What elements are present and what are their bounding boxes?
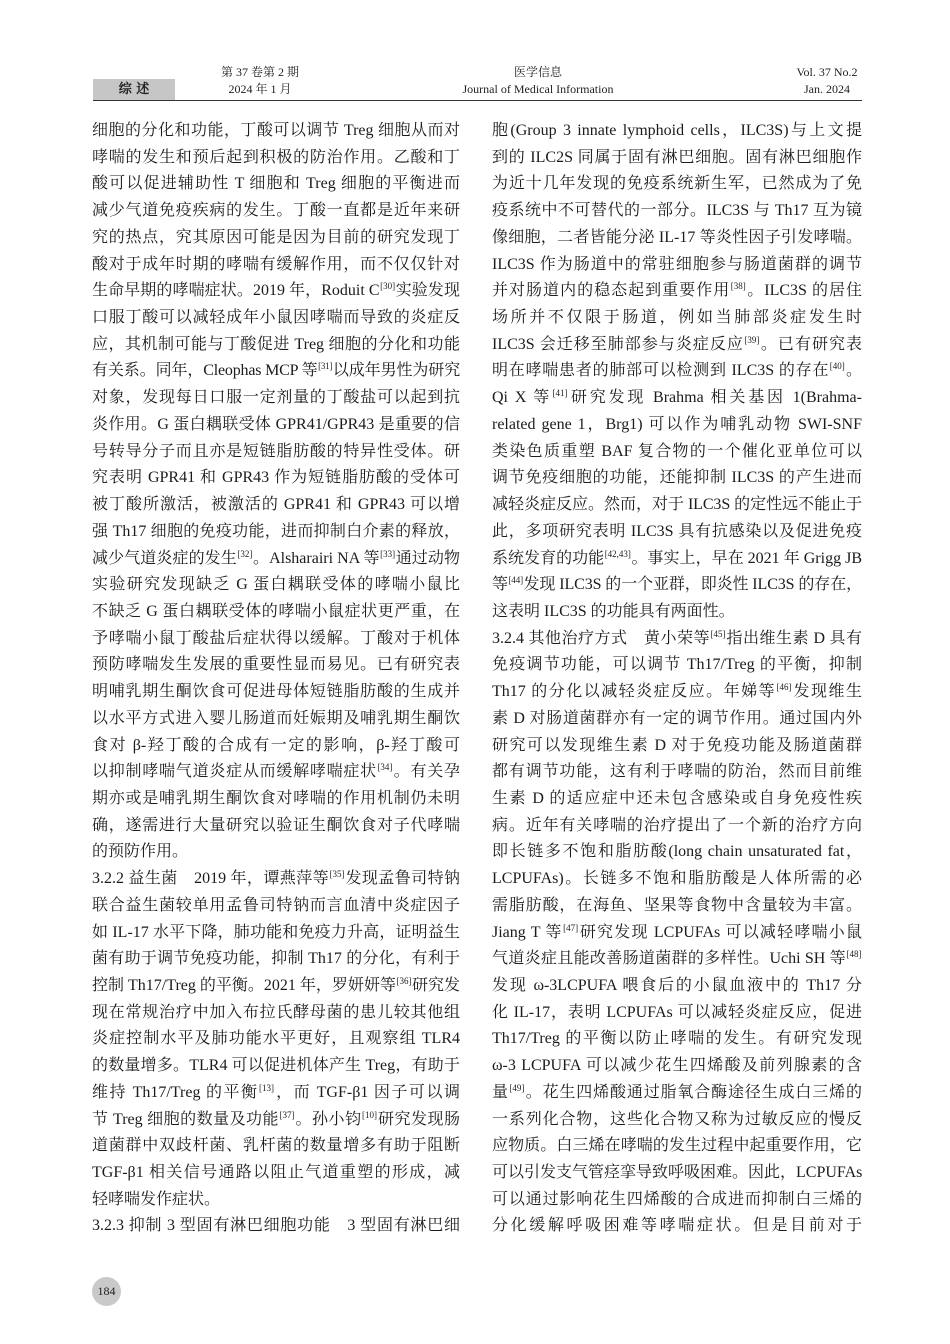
text-line: 都有调节功能，这有利于哮喘的防治，然而目前维 <box>492 763 862 781</box>
text-line: 气道炎症且能改善肠道菌群的多样性。Uchi SH 等[48] <box>492 949 862 968</box>
text-line: 调节免疫细胞的功能，还能抑制 ILC3S 的产生进而 <box>492 469 862 487</box>
citation-ref: [49] <box>509 1082 525 1093</box>
text-line: 不缺乏 G 蛋白耦联受体的哮喘小鼠症状更严重，在 <box>92 602 460 620</box>
text-line: 胞(Group 3 innate lymphoid cells，ILC3S)与上文提 <box>492 122 862 139</box>
text-line: TGF-β1 相关信号通路以阻止气道重塑的形成，减 <box>92 1164 460 1182</box>
header-rule <box>93 100 862 101</box>
text-line: 应，其机制可能与丁酸促进 Treg 细胞的分化和功能 <box>92 335 460 353</box>
section-heading-line: 3.2.3 抑制 3 型固有淋巴细胞功能 3 型固有淋巴细 <box>92 1217 460 1235</box>
text-line: ω-3 LCPUFA 可以减少花生四烯酸及前列腺素的含 <box>492 1057 862 1075</box>
journal-title <box>438 64 638 98</box>
citation-ref: [48] <box>846 949 862 960</box>
text-line: 维持 Th17/Treg 的平衡[13]，而 TGF-β1 因子可以调 <box>92 1082 460 1101</box>
text-line: 菌有助于调节免疫功能，抑制 Th17 的分化，有利于 <box>92 950 460 968</box>
text-line: 联合益生菌较单用孟鲁司特钠而言血清中炎症因子 <box>92 896 460 914</box>
text-line: 系统发育的功能[42,43]。事实上，早在 2021 年 Grigg JB <box>492 548 862 567</box>
issue-info-en <box>777 64 877 98</box>
section-label: 综 述 <box>93 79 175 100</box>
text-line: 类染色质重塑 BAF 复合物的一个催化亚单位可以 <box>492 442 862 460</box>
text-line: 一系列化合物，这些化合物又称为过敏反应的慢反 <box>492 1110 862 1128</box>
text-line: 生素 D 的适应症中还未包含感染或自身免疫性疾 <box>492 789 862 807</box>
citation-ref: [45] <box>710 628 726 639</box>
text-line: 以水平方式进入婴儿肠道而妊娠期及哺乳期生酮饮 <box>92 709 460 727</box>
citation-ref: [42,43] <box>604 548 631 559</box>
text-line: 以抑制哮喘气道炎症从而缓解哮喘症状[34]。有关孕 <box>92 762 460 781</box>
publication-date-en: Jan. 2024 <box>804 82 850 96</box>
text-line: Th17 的分化以减轻炎症反应。年娣等[46]发现维生 <box>492 682 862 701</box>
text-line: 炎作用。G 蛋白耦联受体 GPR41/GPR43 是重要的信 <box>92 415 460 433</box>
citation-ref: [35] <box>329 869 345 880</box>
volume-issue: 第 37 卷第 2 期 <box>220 65 299 79</box>
section-heading-line: 3.2.2 益生菌 2019 年，谭燕萍等[35]发现孟鲁司特钠 <box>92 869 460 888</box>
text-line: 明在哮喘患者的肺部可以检测到 ILC3S 的存在[40]。 <box>492 361 862 380</box>
citation-ref: [13] <box>259 1082 275 1093</box>
text-line: 现在常规治疗中加入布拉氏酵母菌的患儿较其他组 <box>92 1003 460 1021</box>
text-line: 对象，发现每日口服一定剂量的丁酸盐可以起到抗 <box>92 389 460 407</box>
text-line: 细胞的分化和功能，丁酸可以调节 Treg 细胞从而对 <box>92 122 460 139</box>
text-line: 究表明 GPR41 和 GPR43 作为短链脂肪酸的受体可 <box>92 469 460 487</box>
text-line: 减轻炎症反应。然而，对于 ILC3S 的定性远不能止于 <box>492 496 862 514</box>
text-line: 酸可以促进辅助性 T 细胞和 Treg 细胞的平衡进而 <box>92 175 460 193</box>
citation-ref: [38] <box>730 281 746 292</box>
text-line: 发现 ω-3LCPUFA 喂食后的小鼠血液中的 Th17 分 <box>492 977 862 994</box>
text-line: 轻哮喘发作症状。 <box>92 1190 221 1208</box>
text-line: 炎症控制水平及肺功能水平更好，且观察组 TLR4 <box>92 1030 460 1048</box>
text-line: 素 D 对肠道菌群亦有一定的调节作用。通过国内外 <box>492 709 862 727</box>
text-line: 口服丁酸可以减轻成年小鼠因哮喘而导致的炎症反 <box>92 309 460 327</box>
text-line: 应物质。白三烯在哮喘的发生过程中起重要作用，它 <box>492 1137 862 1155</box>
text-line: 到的 ILC2S 同属于固有淋巴细胞。固有淋巴细胞作 <box>492 148 862 166</box>
text-line: 强 Th17 细胞的免疫功能，进而抑制白介素的释放， <box>92 522 460 540</box>
text-line: 明哺乳期生酮饮食可促进母体短链脂肪酸的生成并 <box>92 683 460 701</box>
publication-date-cn: 2024 年 1 月 <box>228 82 292 96</box>
citation-ref: [41] <box>552 388 568 399</box>
citation-ref: [10] <box>362 1109 378 1120</box>
text-line: 期亦或是哺乳期生酮饮食对哮喘的作用机制仍未明 <box>92 789 460 807</box>
text-line: 号转导分子而且亦是短链脂肪酸的特异性受体。研 <box>92 442 460 460</box>
journal-title-en: Journal of Medical Information <box>462 82 614 96</box>
text-line: 的数量增多。TLR4 可以促进机体产生 Treg，有助于 <box>92 1057 460 1075</box>
text-line: Th17/Treg 的平衡以防止哮喘的发生。有研究发现 <box>492 1030 862 1048</box>
text-line: 实验研究发现缺乏 G 蛋白耦联受体的哮喘小鼠比 <box>92 576 460 594</box>
text-line: 场所并不仅限于肠道，例如当肺部炎症发生时 <box>492 309 862 327</box>
left-column <box>92 118 460 1240</box>
volume-number-en: Vol. 37 No.2 <box>796 65 858 79</box>
text-line: 这表明 ILC3S 的功能具有两面性。 <box>492 602 735 620</box>
citation-ref: [47] <box>563 922 579 933</box>
citation-ref: [30] <box>380 281 396 292</box>
text-line: 哮喘的发生和预后起到积极的防治作用。乙酸和丁 <box>92 148 460 166</box>
text-line: 的预防作用。 <box>92 843 189 861</box>
text-line: ILC3S 作为肠道中的常驻细胞参与肠道菌群的调节 <box>492 255 862 273</box>
text-line: 被丁酸所激活，被激活的 GPR41 和 GPR43 可以增 <box>92 496 460 514</box>
citation-ref: [33] <box>380 548 396 559</box>
text-line: 节 Treg 细胞的数量及功能[37]。孙小钧[10]研究发现肠 <box>92 1109 460 1128</box>
text-line: 量[49]。花生四烯酸通过脂氧合酶途径生成白三烯的 <box>492 1082 862 1101</box>
text-line: 需脂肪酸，在海鱼、坚果等食物中含量较为丰富。 <box>492 896 862 914</box>
text-line: 确，遂需进行大量研究以验证生酮饮食对子代哮喘 <box>92 816 460 834</box>
text-line: 预防哮喘发生发展的重要性显而易见。已有研究表 <box>92 656 460 674</box>
text-line: LCPUFAs)。长链多不饱和脂肪酸是人体所需的必 <box>492 870 862 888</box>
text-line: 控制 Th17/Treg 的平衡。2021 年，罗妍妍等[36]研究发 <box>92 976 460 994</box>
text-line: 并对肠道内的稳态起到重要作用[38]。ILC3S 的居住 <box>492 281 862 300</box>
citation-ref: [32] <box>237 548 253 559</box>
text-line: 食对 β-羟丁酸的合成有一定的影响，β-羟丁酸可 <box>92 736 460 754</box>
text-line: 可以引发支气管痉挛导致呼吸困难。因此，LCPUFAs <box>492 1164 862 1182</box>
citation-ref: [39] <box>744 334 760 345</box>
section-heading-line: 3.2.4 其他治疗方式 黄小荣等[45]指出维生素 D 具有 <box>492 628 862 647</box>
text-line: 生命早期的哮喘症状。2019 年，Roduit C[30]实验发现 <box>92 281 460 300</box>
text-line: 即长链多不饱和脂肪酸(long chain unsaturated fat， <box>492 843 862 861</box>
issue-info <box>200 64 320 98</box>
text-line: 道菌群中双歧杆菌、乳杆菌的数量增多有助于阻断 <box>92 1137 460 1155</box>
text-line: 研究可以发现维生素 D 对于免疫功能及肠道菌群 <box>492 736 862 754</box>
citation-ref: [31] <box>318 361 333 372</box>
text-line: 病。近年有关哮喘的治疗提出了一个新的治疗方向 <box>492 816 862 834</box>
right-column <box>492 118 862 1240</box>
text-line: 化 IL-17，表明 LCPUFAs 可以减轻炎症反应，促进 <box>492 1003 862 1021</box>
text-line: 等[44]发现 ILC3S 的一个亚群，即炎性 ILC3S 的存在， <box>492 575 862 594</box>
text-line: Qi X 等[41]研究发现 Brahma 相关基因 1(Brahma- <box>492 388 862 407</box>
text-line: 酸对于成年时期的哮喘有缓解作用，而不仅仅针对 <box>92 255 460 273</box>
text-line: 为近十几年发现的免疫系统新生军，已然成为了免 <box>492 175 862 193</box>
text-line: 减少气道免疫疾病的发生。丁酸一直都是近年来研 <box>92 202 460 220</box>
text-line: 予哮喘小鼠丁酸盐后症状得以缓解。丁酸对于机体 <box>92 629 460 647</box>
text-line: 像细胞，二者皆能分泌 IL-17 等炎性因子引发哮喘。 <box>492 228 862 246</box>
text-line: 免疫调节功能，可以调节 Th17/Treg 的平衡，抑制 <box>492 656 862 674</box>
text-line: 减少气道炎症的发生[32]。Alsharairi NA 等[33]通过动物 <box>92 548 460 567</box>
citation-ref: [37] <box>279 1109 295 1120</box>
text-line: 如 IL-17 水平下降，肺功能和免疫力升高，证明益生 <box>92 923 460 941</box>
citation-ref: [40] <box>829 361 845 372</box>
citation-ref: [36] <box>396 976 412 986</box>
text-line: 可以通过影响花生四烯酸的合成进而抑制白三烯的 <box>492 1190 862 1208</box>
citation-ref: [46] <box>776 682 792 693</box>
text-line: Jiang T 等[47]研究发现 LCPUFAs 可以减轻哮喘小鼠 <box>492 922 862 941</box>
text-line: 疫系统中不可替代的一部分。ILC3S 与 Th17 互为镜 <box>492 202 862 220</box>
citation-ref: [44] <box>508 575 524 586</box>
text-line: 分化缓解呼吸困难等哮喘症状。但是目前对于 <box>492 1217 862 1235</box>
journal-title-cn: 医学信息 <box>513 65 562 79</box>
page-number: 184 <box>92 1277 121 1306</box>
text-line: 有关系。同年，Cleophas MCP 等[31]以成年男性为研究 <box>92 361 460 380</box>
text-line: related gene 1，Brg1) 可以作为哺乳动物 SWI-SNF <box>492 415 862 433</box>
text-line: ILC3S 会迁移至肺部参与炎症反应[39]。已有研究表 <box>492 334 862 353</box>
citation-ref: [34] <box>377 762 393 773</box>
text-line: 此，多项研究表明 ILC3S 具有抗感染以及促进免疫 <box>492 522 862 540</box>
text-line: 究的热点，究其原因可能是因为目前的研究发现丁 <box>92 228 460 246</box>
